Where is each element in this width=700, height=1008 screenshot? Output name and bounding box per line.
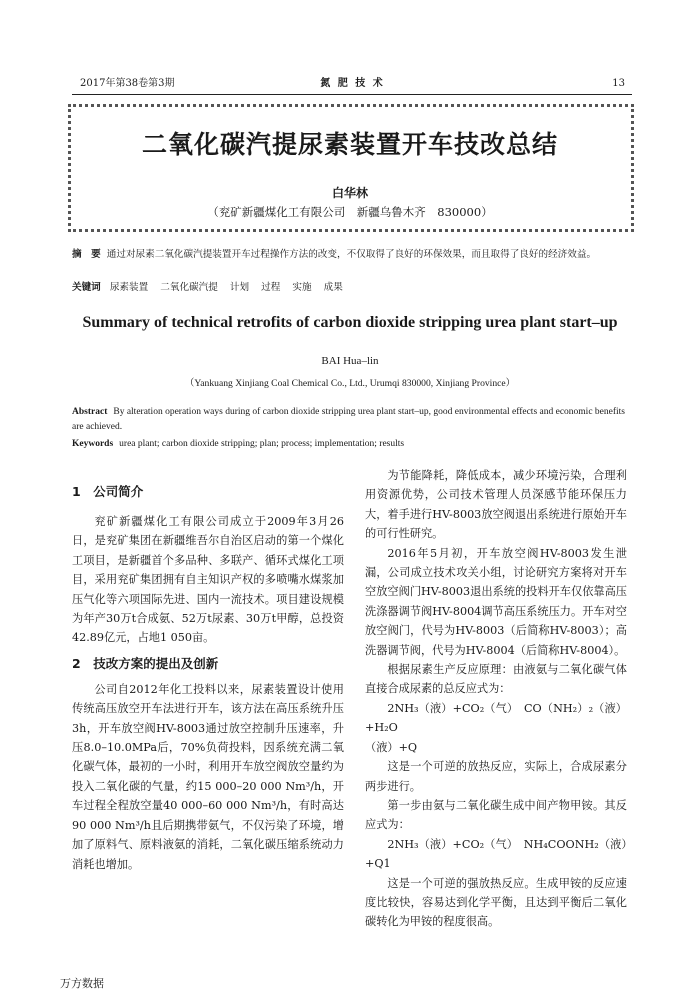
abstract-text: 通过对尿素二氧化碳汽提装置开车过程操作方法的改变，不仅取得了良好的环保效果，而且取得了良好的经济效益。 (106, 249, 597, 260)
running-header (80, 77, 625, 91)
english-keywords (72, 437, 628, 452)
journal-name: 氮 肥 技 术 (320, 78, 385, 89)
abstract-text-en: By alteration operation ways during of carbon dioxide stripping urea plant start–up, good environmental effects and economic benefits are achieved. (72, 407, 625, 432)
english-title: Summary of technical retrofits of carbon dioxide stripping urea plant start–up (82, 314, 618, 331)
section-heading: 1 公司简介 (72, 484, 144, 499)
abstract-label: 摘 要 (72, 249, 101, 260)
keywords-label-en: Keywords (72, 439, 114, 449)
chinese-title: 二氧化碳汽提尿素装置开车技改总结 (141, 130, 558, 159)
keywords-label: 关键词 (72, 282, 101, 293)
left-column (72, 482, 344, 874)
equation: 2NH₃（液）+CO₂（气） CO（NH₂）₂（液）+H₂O (365, 701, 627, 735)
keyword: 成果 (323, 282, 343, 293)
section-heading: 2 技改方案的提出及创新 (72, 655, 219, 671)
paragraph: 第一步由氨与二氧化碳生成中间产物甲铵。其反应式为： (365, 798, 627, 832)
paragraph: 公司自2012年化工投料以来，尿素装置设计使用传统高压放空开车法进行开车，该方法在高压系统升压3h，开车放空阀HV-8003通过放空控制升压速率，升压8.0–10.0MPa后，70%负荷投料，因系统充满二氧化碳气体，最初的一小时，利用开车放空阀放空量约为投入二氧化碳的气量，约15 000–20 000 Nm³/h，开车过程全程放空量40 000–60 000 Nm³/h，有时高达90 000 Nm³/h且后期携带氨气，不仅污染了环境，增加了原料气、原料液氨的消耗，二氧化碳压缩系统动力消耗也增加。 (72, 682, 344, 871)
english-abstract (72, 405, 628, 435)
paragraph: 2016年5月初，开车放空阀HV-8003发生泄漏，公司成立技术攻关小组，讨论研究方案将对开车空放空阀门HV-8003退出系统的投料开车仅依靠高压洗涤器调节阀HV-8004调节高压系统压力。开车对空放空阀门，代号为HV-8003（后简称HV-8003）；高洗器调节阀，代号为HV-8004（后简称HV-8004）。 (365, 546, 627, 657)
paragraph: 根据尿素生产反应原理：由液氨与二氧化碳气体直接合成尿素的总反应式为： (365, 663, 627, 696)
chinese-author: 白华林 (331, 186, 368, 200)
page-number: 13 (612, 78, 625, 89)
paragraph: 这是一个可逆的强放热反应。生成甲铵的反应速度比较快，容易达到化学平衡，且达到平衡后二氧化碳转化为甲铵的程度很高。 (365, 876, 627, 929)
keyword: 计划 (229, 282, 250, 293)
chinese-abstract (72, 247, 628, 262)
english-affiliation: （Yankuang Xinjiang Coal Chemical Co., Ltd., Urumqi 830000, Xinjiang Province） (184, 378, 516, 389)
keyword: 二氧化碳汽提 (160, 282, 218, 293)
header-rule (72, 94, 632, 95)
equation: 2NH₃（液）+CO₂（气） NH₄COONH₂（液）+Q1 (365, 837, 627, 871)
paragraph: 为节能降耗，降低成本，减少环境污染，合理利用资源优势，公司技术管理人员深感节能环保压力大，着手进行HV-8003放空阀退出系统进行原始开车的可行性研究。 (365, 469, 627, 541)
right-column (365, 466, 627, 932)
keyword: 实施 (292, 282, 312, 293)
paragraph: 兖矿新疆煤化工有限公司成立于2009年3月26日，是兖矿集团在新疆维吾尔自治区启动的第一个煤化工项目，是新疆首个多品种、多联产、循环式煤化工项目，采用兖矿集团拥有自主知识产权的多喷嘴水煤浆加压气化等六项国际先进、国内一流技术。项目建设规模为年产30万t合成氨、52万t尿素、30万t甲醇，总投资42.89亿元，占地1 050亩。 (72, 515, 344, 645)
chinese-affiliation: （兖矿新疆煤化工有限公司 新疆乌鲁木齐 830000） (207, 205, 493, 219)
abstract-label-en: Abstract (72, 407, 108, 417)
keyword: 尿素装置 (109, 282, 149, 293)
keyword: 过程 (261, 282, 281, 293)
english-author: BAI Hua–lin (321, 355, 379, 367)
keywords-text-en: urea plant; carbon dioxide stripping; plan; process; implementation; results (119, 439, 405, 449)
paragraph: 这是一个可逆的放热反应，实际上，合成尿素分两步进行。 (365, 760, 627, 793)
equation-continuation: （液）+Q (365, 740, 418, 754)
chinese-keywords (72, 280, 628, 295)
issue-info: 2017年第38卷第3期 (80, 78, 175, 89)
footer-source: 万方数据 (60, 977, 104, 990)
